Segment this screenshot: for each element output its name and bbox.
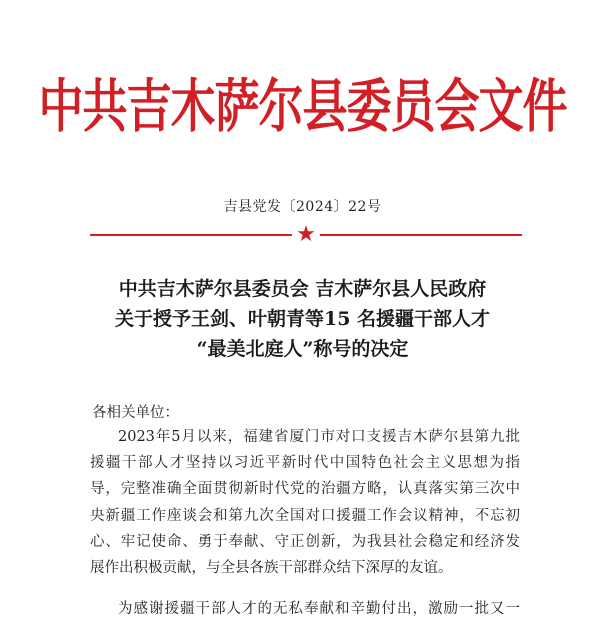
- red-divider: [90, 222, 522, 247]
- paragraph-line: 为感谢援疆干部人才的无私奉献和辛勤付出，激励一批又一: [118, 601, 520, 617]
- document-title: [0, 274, 605, 364]
- title-line-2: 关于授予王剑、叶朝青等15 名援疆干部人才: [114, 308, 491, 330]
- document-masthead: 中共吉木萨尔县委员会文件: [38, 72, 567, 141]
- paragraph-line: 央新疆工作座谈会和第九次全国对口援疆工作会议精神，不忘初: [90, 507, 520, 524]
- document-number: 吉县党发〔2024〕22号: [223, 199, 382, 215]
- divider-line-left: [90, 234, 292, 236]
- salutation: 各相关单位：: [92, 405, 179, 421]
- paragraph-line: 展作出积极贡献，与全县各族干部群众结下深厚的友谊。: [90, 560, 453, 577]
- paragraph-line: 心、牢记使命、勇于奉献、守正创新，为我县社会稳定和经济发: [90, 533, 520, 550]
- title-line-3: “最美北庭人”称号的决定: [196, 338, 409, 360]
- star-icon: ★: [296, 222, 316, 247]
- title-line-1: 中共吉木萨尔县委员会 吉木萨尔县人民政府: [118, 278, 487, 300]
- paragraph-line: 援疆干部人才坚持以习近平新时代中国特色社会主义思想为指: [90, 455, 520, 472]
- paragraph-1: [90, 424, 520, 581]
- paragraph-line: 导，完整准确全面贯彻新时代党的治疆方略，认真落实第三次中: [90, 481, 520, 498]
- paragraph-2: [90, 596, 520, 622]
- divider-line-right: [320, 234, 522, 236]
- paragraph-line: 2023年5月以来，福建省厦门市对口支援吉木萨尔县第九批: [118, 429, 520, 445]
